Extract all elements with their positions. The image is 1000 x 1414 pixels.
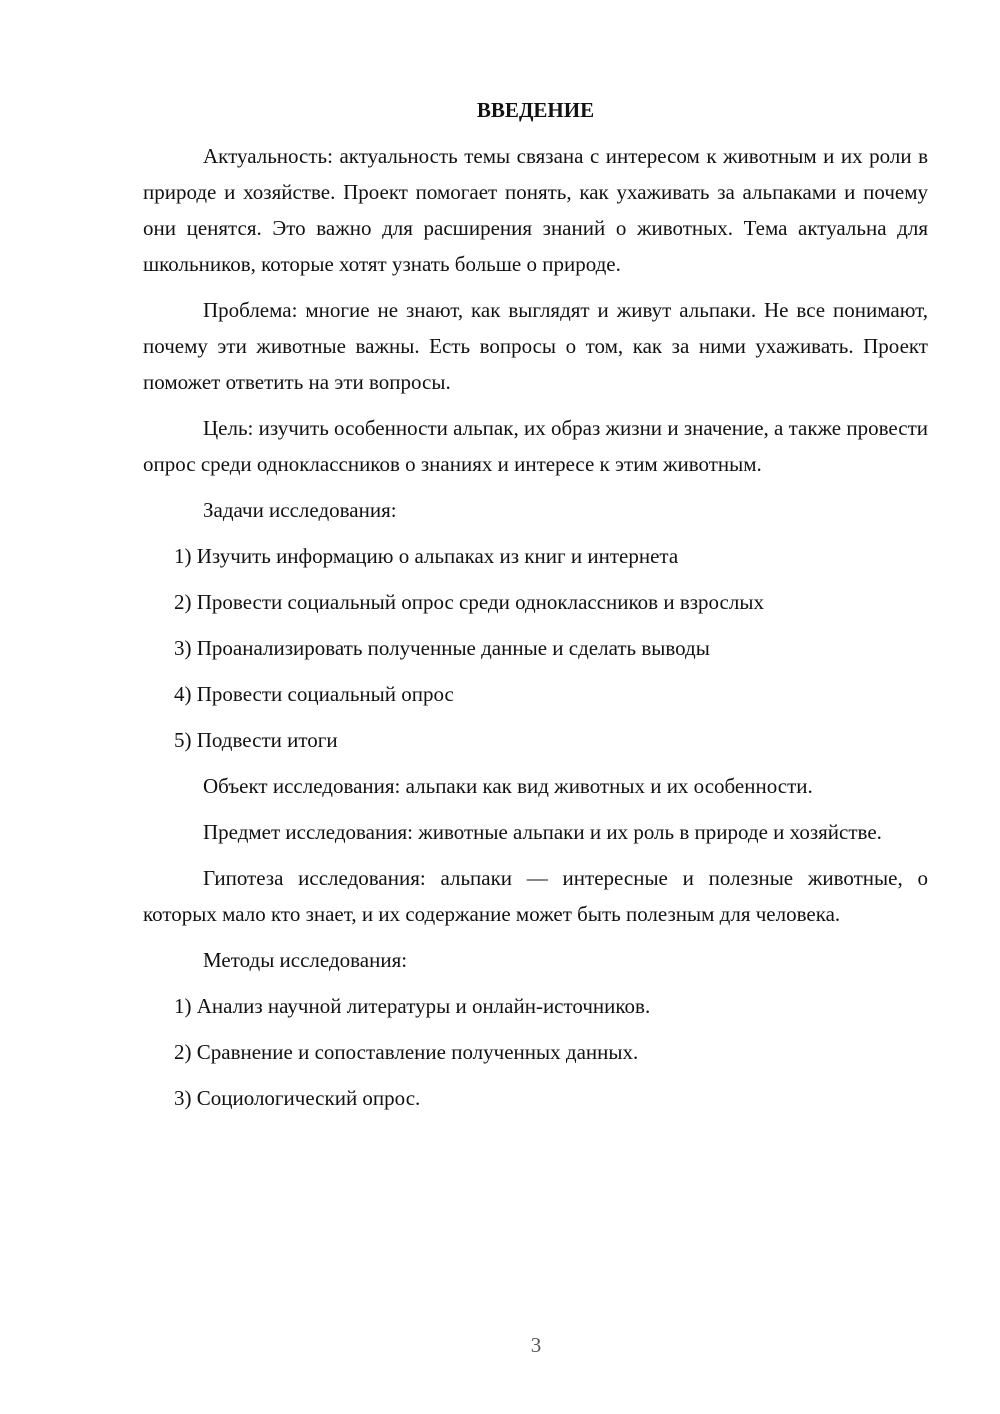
list-item: 2) Сравнение и сопоставление полученных данных. [174, 1040, 639, 1064]
relevance-paragraph: Актуальность: актуальность темы связана с интересом к животным и их роли в природе и хозяйстве. Проект помогает понять, как ухаживать за альпаками и почему они ценятся. Это важно для расширения знаний о животных. Тема актуальна для школьников, которые хотят узнать больше о природе. [143, 144, 928, 276]
methods-title: Методы исследования: [203, 948, 408, 972]
problem-paragraph: Проблема: многие не знают, как выглядят и живут альпаки. Не все понимают, почему эти животные важны. Есть вопросы о том, как за ними ухаживать. Проект поможет ответить на эти вопросы. [143, 298, 928, 394]
list-item: 4) Провести социальный опрос [174, 682, 454, 706]
goal-paragraph: Цель: изучить особенности альпак, их образ жизни и значение, а также провести опрос среди одноклассников о знаниях и интересе к этим животным. [143, 416, 928, 476]
section-heading: ВВЕДЕНИЕ [476, 98, 595, 122]
subject-paragraph: Предмет исследования: животные альпаки и их роль в природе и хозяйстве. [203, 820, 882, 844]
tasks-title: Задачи исследования: [203, 498, 397, 522]
list-item: 1) Изучить информацию о альпаках из книг и интернета [174, 544, 679, 568]
list-item: 2) Провести социальный опрос среди одноклассников и взрослых [174, 590, 764, 614]
hypothesis-paragraph: Гипотеза исследования: альпаки — интересные и полезные животные, о которых мало кто знает, и их содержание может быть полезным для человека. [143, 866, 928, 926]
list-item: 3) Проанализировать полученные данные и сделать выводы [174, 636, 710, 660]
object-paragraph: Объект исследования: альпаки как вид животных и их особенности. [203, 774, 813, 798]
page-number: 3 [530, 1333, 542, 1357]
tasks-list [143, 538, 928, 758]
methods-list [143, 988, 928, 1116]
list-item: 1) Анализ научной литературы и онлайн-источников. [174, 994, 651, 1018]
document-page [143, 92, 928, 1126]
list-item: 5) Подвести итоги [174, 728, 338, 752]
list-item: 3) Социологический опрос. [174, 1086, 421, 1110]
